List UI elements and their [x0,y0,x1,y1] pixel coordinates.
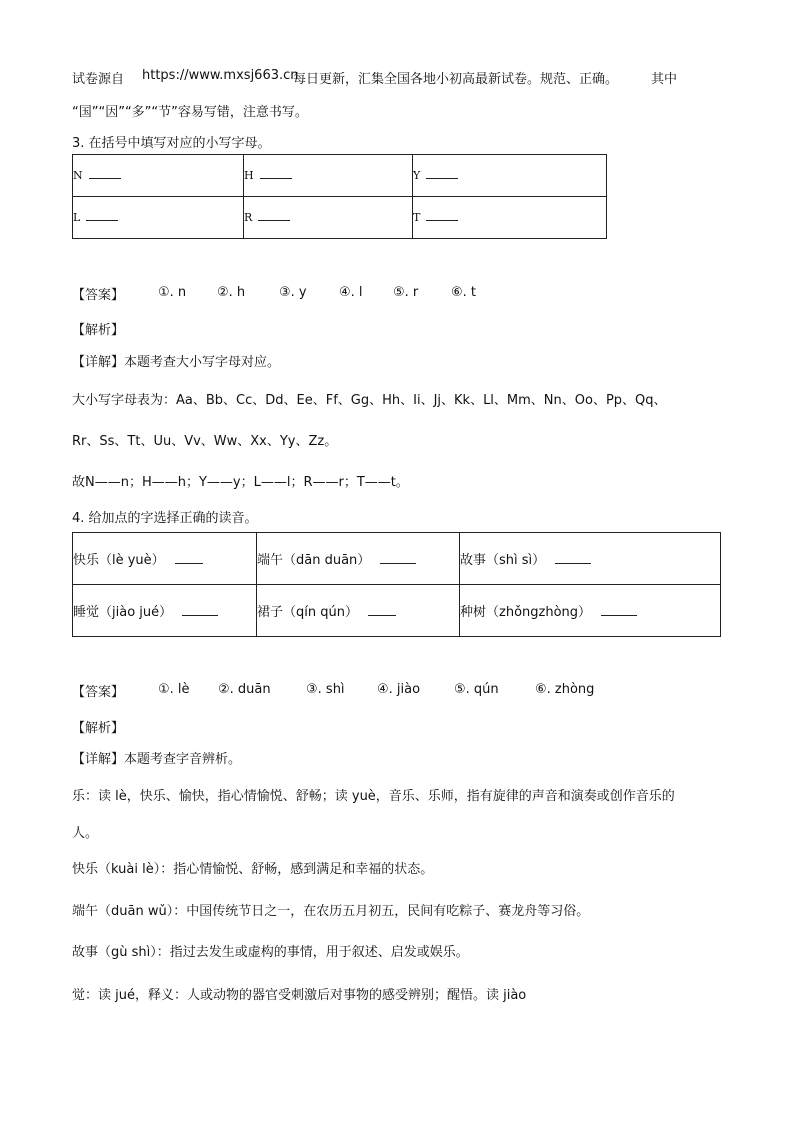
answer-blank[interactable] [89,178,121,179]
answer-blank[interactable] [258,220,290,221]
table-cell [257,533,460,585]
answer-blank[interactable] [426,220,458,221]
table-cell [460,533,721,585]
source-tagline: 每日更新，汇集全国各地小初高最新试卷。规范、正确。 [293,72,619,87]
table-cell [244,197,413,239]
q4-title: 4. 给加点的字选择正确的读音。 [72,511,258,526]
answer-blank[interactable] [601,615,637,616]
q4-answer-4: ④. jiào [377,682,421,697]
cell-word: 故事（shì sì） [460,553,546,568]
table-cell [413,155,607,197]
table-cell [73,533,257,585]
q4-answer-6: ⑥. zhòng [535,682,595,697]
cell-letter: N [73,169,83,182]
table-cell [73,197,244,239]
answer-blank[interactable] [368,615,396,616]
q4-detail: 【详解】本题考查字音辨析。 [72,752,242,767]
table-cell [244,155,413,197]
table-row [73,197,607,239]
cell-letter: L [73,211,81,224]
table-row [73,155,607,197]
cell-letter: H [244,169,254,182]
q4-duanwu: 端午（duān wǔ）：中国传统节日之一，在农历五月初五，民间有吃粽子、赛龙舟等习俗。 [72,904,590,919]
source-prefix: 试卷源自 [72,72,125,87]
q4-kuaile: 快乐（kuài lè）：指心情愉悦、舒畅，感到满足和幸福的状态。 [72,862,434,877]
q3-answer-4: ④. l [339,285,363,300]
cell-word: 裙子（qín qún） [257,605,358,620]
q3-detail: 【详解】本题考查大小写字母对应。 [72,355,281,370]
q3-answer-3: ③. y [279,285,307,300]
cell-letter: T [413,211,421,224]
q3-alphabet-line-2: Rr、Ss、Tt、Uu、Vv、Ww、Xx、Yy、Zz。 [72,434,338,449]
answer-blank[interactable] [380,563,416,564]
q3-analysis-label: 【解析】 [72,323,125,338]
q4-le-line-2: 人。 [72,826,99,841]
table-row [73,585,721,637]
q3-title: 3. 在括号中填写对应的小写字母。 [72,136,271,151]
cell-letter: R [244,211,253,224]
q4-answer-label: 【答案】 [72,685,125,700]
table-cell [73,585,257,637]
q3-answer-5: ⑤. r [393,285,419,300]
q4-le-line-1: 乐：读 lè，快乐、愉快，指心情愉悦、舒畅；读 yuè，音乐、乐师，指有旋律的声音和演奏或创作音乐的 [72,789,675,804]
cell-word: 睡觉（jiào jué） [73,605,173,620]
q4-answer-1: ①. lè [158,682,190,697]
q4-analysis-label: 【解析】 [72,721,125,736]
table-cell [257,585,460,637]
answer-blank[interactable] [426,178,458,179]
q4-jue: 觉：读 jué，释义：人或动物的器官受刺激后对事物的感受辨别；醒悟。读 jiào [72,988,527,1003]
cell-word: 快乐（lè yuè） [73,553,165,568]
q4-answer-2: ②. duān [218,682,271,697]
answer-blank[interactable] [175,563,203,564]
cell-word: 端午（dān duān） [257,553,371,568]
source-tail: 其中 [651,72,678,87]
table-row [73,533,721,585]
cell-letter: Y [413,169,421,182]
q4-answer-5: ⑤. qún [454,682,499,697]
table-cell [460,585,721,637]
q3-conclusion: 故N——n；H——h；Y——y；L——l；R——r；T——t。 [72,475,409,490]
table-cell [73,155,244,197]
table-cell [413,197,607,239]
q3-answer-6: ⑥. t [451,285,477,300]
answer-blank[interactable] [555,563,591,564]
previous-answer-note: “国”“因”“多”“节”容易写错，注意书写。 [72,105,308,120]
source-url[interactable]: https://www.mxsj663.cn [142,68,299,83]
answer-blank[interactable] [86,220,118,221]
q3-alphabet-line-1: 大小写字母表为：Aa、Bb、Cc、Dd、Ee、Ff、Gg、Hh、Ii、Jj、Kk、Ll、Mm、Nn、Oo、Pp、Qq、 [72,393,667,408]
q3-answer-1: ①. n [158,285,187,300]
q3-answer-label: 【答案】 [72,288,125,303]
q3-answer-2: ②. h [217,285,246,300]
q4-gushi: 故事（gù shì）：指过去发生或虚构的事情，用于叙述、启发或娱乐。 [72,945,469,960]
answer-blank[interactable] [260,178,292,179]
q4-answer-3: ③. shì [306,682,345,697]
q3-table [72,154,607,239]
q4-table [72,532,721,637]
cell-word: 种树（zhǒngzhòng） [460,605,592,620]
answer-blank[interactable] [182,615,218,616]
